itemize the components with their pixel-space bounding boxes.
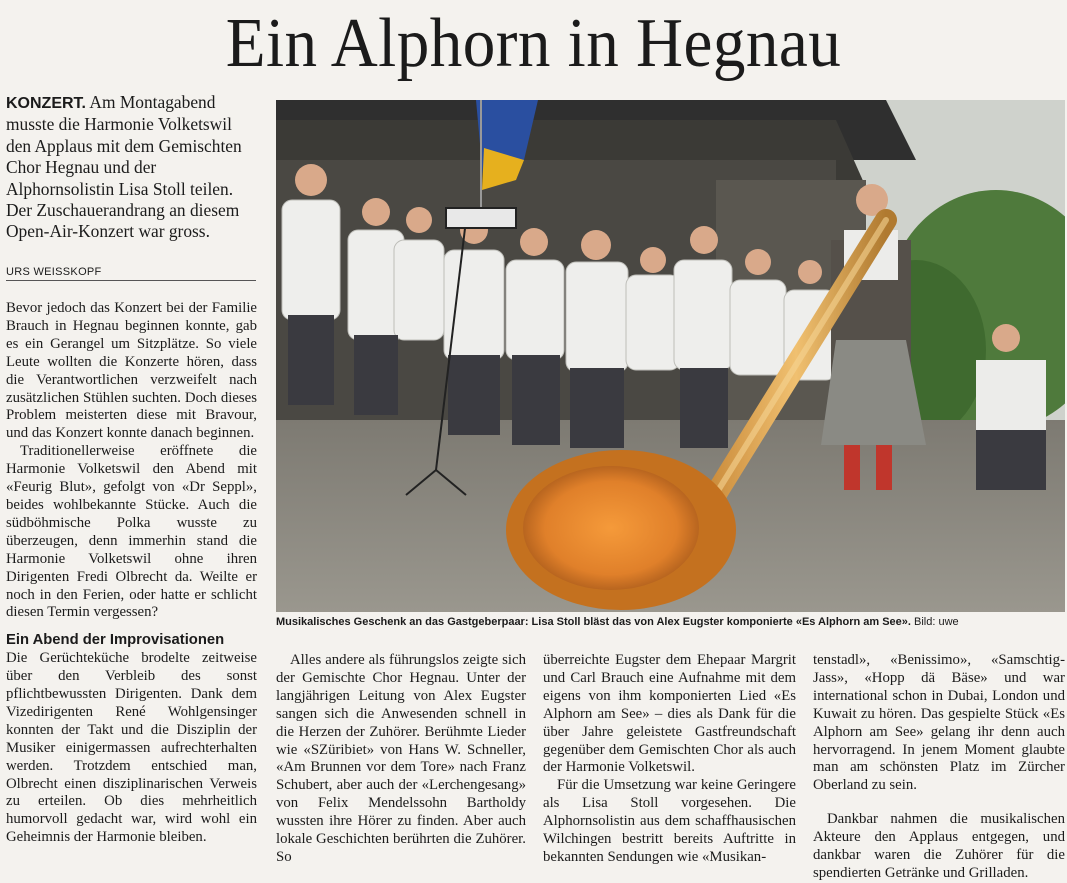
col3-paragraph-1: überreichte Eugster dem Ehepaar Margrit und Carl Brauch eine Aufnahme mit dem eigens von ihm komponierten Lied «Es Alphorn am See» – dies als Dank für die über Jahre geleistete Gastfreundschaft gegenüber dem Gemischten Chor als auch der Harmonie Volketswil.: [543, 652, 796, 776]
concert-photo-illustration: [276, 100, 1065, 612]
page-headline: Ein Alphorn in Hegnau: [225, 5, 842, 82]
caption-text: Musikalisches Geschenk an das Gastgeberpaar: Lisa Stoll bläst das von Alex Eugster komponierte «Es Alphorn am See».: [276, 616, 911, 628]
photo-credit: Bild: uwe: [914, 616, 959, 628]
column-2: [276, 652, 526, 867]
byline: URS WEISSKOPF: [6, 266, 256, 281]
section-subhead: Ein Abend der Improvisationen: [6, 632, 225, 649]
col1-paragraph-1: Bevor jedoch das Konzert bei der Familie Brauch in Hegnau beginnen konnte, gab es ein Gerangel um Sitzplätze. So viele Leute wollten die Konzerte hören, dass die Verantwortlichen verzweifelt nach zusätzlichen Stühlen suchten. Doch dieses Problem meisterten diese mit Bravour, und das Konzert konnte danach beginnen.: [6, 300, 257, 442]
col3-paragraph-2: Für die Umsetzung war keine Geringere als Lisa Stoll vorgesehen. Die Alphornsolistin aus dem schaffhausischen Wilchingen bestritt bereits Auftritte in bekannten Sendungen wie «Musikan-: [543, 777, 796, 865]
lead-text: Am Montagabend musste die Harmonie Volketswil den Applaus mit dem Gemischten Chor Hegnau und der Alphornsolistin Lisa Stoll teilen. Der Zuschauerandrang an diesem Open-Air-Konzert war gross.: [6, 92, 242, 242]
column-4: [813, 652, 1065, 883]
col1-paragraph-2: Traditionellerweise eröffnete die Harmonie Volketswil den Abend mit «Feurig Blut», gefolgt von «Dr Seppl», beides wohlbekannte Stücke. Auch die südböhmische Polka wusste zu überzeugen, denn immerhin stand die Harmonie Volketswil ohne ihren Dirigenten Fredi Olbrecht da. Weilte er noch in den Ferien, oder hatte er schlicht diesen Termin vergessen?: [6, 443, 257, 621]
col4-paragraph-1: tenstadl», «Benissimo», «Samschtig-Jass», «Hopp dä Bäse» und war international schon in Dubai, London und Kuwait zu hören. Das gespielte Stück «Es Alphorn am See» gelang ihr denn auch hervorragend. In jenem Moment glaubte man am schönsten Platz im Zürcher Oberland zu sein.: [813, 652, 1065, 794]
column-3: [543, 652, 796, 867]
col1-paragraph-3: Die Gerüchteküche brodelte zeitweise über den Verbleib des sonst pflichtbewussten Dirigenten. Dank dem Vizedirigenten René Wohlgensinger konnten der Takt und die Disziplin der Musiker einigermassen aufrechterhalten werden. Trotzdem entschied man, Olbrecht einen disziplinarischen Verweis zu erteilen. Ob dies mehrheitlich humorvoll gedacht war, wird wohl ein Geheimnis der Harmonie bleiben.: [6, 650, 257, 846]
photo-caption: [276, 614, 1065, 630]
lead-paragraph: [6, 92, 254, 243]
concert-photo: [276, 100, 1065, 612]
col4-paragraph-2: Dankbar nahmen die musikalischen Akteure den Applaus entgegen, und dankbar waren die Zuhörer für die spendierten Getränke und Grilladen.: [813, 811, 1065, 881]
column-1: [6, 300, 257, 847]
col2-paragraph: Alles andere als führungslos zeigte sich der Gemischte Chor Hegnau. Unter der langjährigen Leitung von Alex Eugster sangen sich die Anwesenden schnell in die Herzen der Zuhörer. Berühmte Lieder wie «SZüribiet» von Hans W. Schneller, «Am Brunnen vor dem Tore» nach Franz Schubert, aber auch der «Lerchengesang» von Felix Mendelssohn Bartholdy wussten ihre Hörer zu finden. Aber auch lokale Geschichten berührten die Zuhörer. So: [276, 652, 526, 865]
lead-kicker: KONZERT.: [6, 95, 86, 112]
